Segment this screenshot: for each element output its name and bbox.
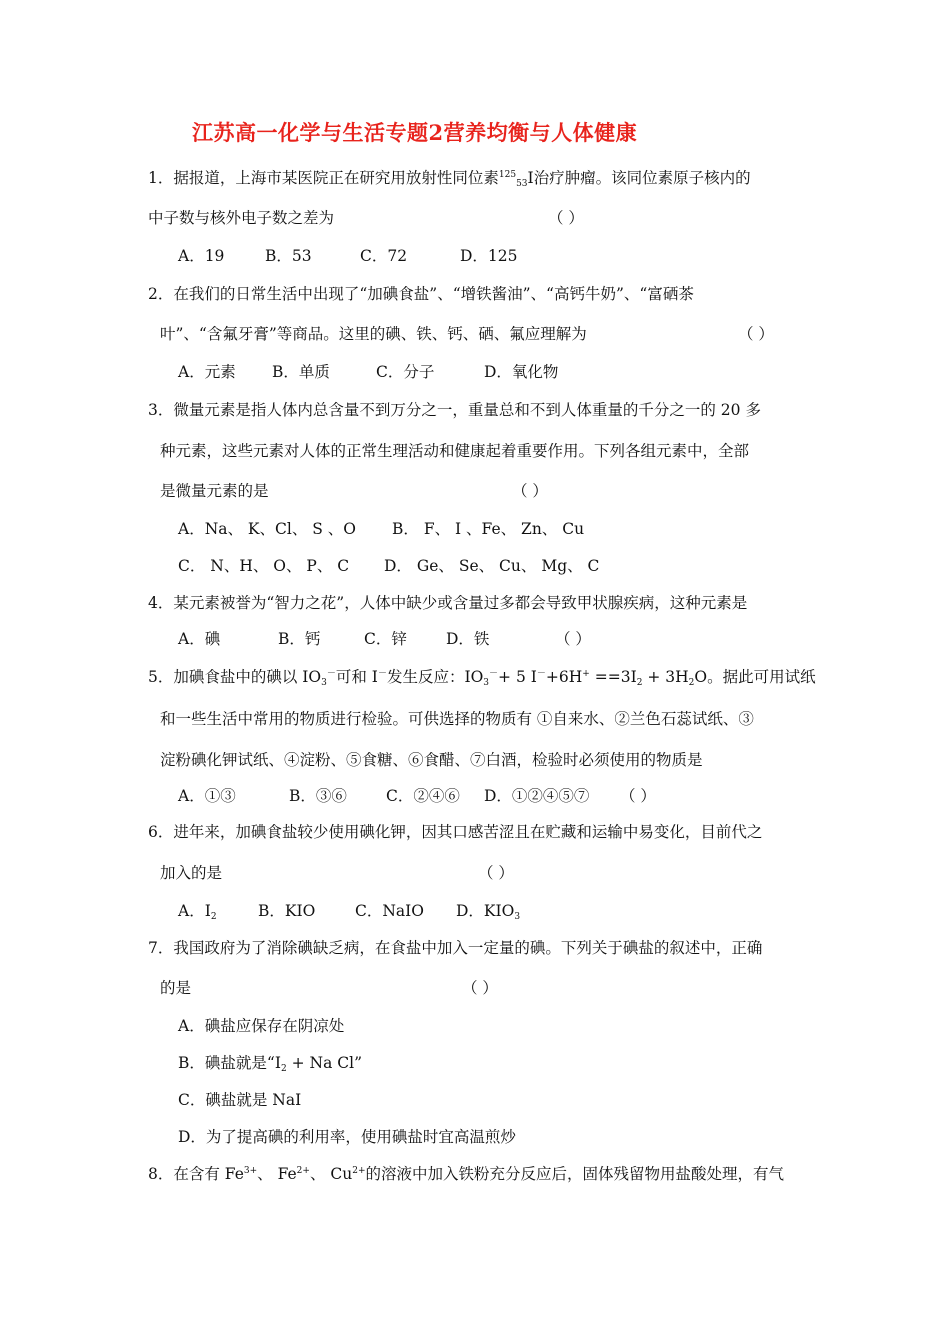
q4-option-d: D．铁 (446, 630, 490, 648)
q8-text-a: 8．在含有 Fe (148, 1165, 244, 1183)
q1-isotope-symbol: I (527, 169, 534, 187)
q2-answer-blank: （ ） (738, 325, 774, 343)
q5-option-a: A．①③ (178, 787, 236, 805)
q6-option-a-sub: 2 (210, 912, 217, 922)
question-6-line-2: 加入的是 (160, 864, 223, 882)
question-1-line-2: 中子数与核外电子数之差为 (148, 209, 335, 227)
q5-text-b: 可和 I (335, 668, 378, 686)
q7-option-c: C．碘盐就是 NaI (178, 1091, 302, 1109)
q1-text-a: 1．据报道，上海市某医院正在研究用放射性同位素 (148, 169, 499, 187)
q3-option-c: C． N、H、 O、 P、 C (178, 557, 350, 575)
q5-sub-2: 3 (483, 678, 490, 688)
q1-text-b: 治疗肿瘤。该同位素原子核内的 (533, 169, 751, 187)
q7-option-b-text-b: + Na Cl” (286, 1054, 363, 1072)
q5-text-c: 发生反应：IO (386, 668, 484, 686)
q5-sub-4: 2 (688, 678, 695, 688)
q6-option-a-text: A．I (178, 902, 211, 920)
q5-option-c: C．②④⑥ (386, 787, 460, 805)
q8-text-b: 、 Fe (257, 1165, 297, 1183)
question-6-line-1: 6．进年来，加碘食盐较少使用碘化钾，因其口感苦涩且在贮藏和运输中易变化，目前代之 (148, 823, 763, 841)
q6-answer-blank: （ ） (478, 864, 514, 882)
page-title: 江苏高一化学与生活专题2营养均衡与人体健康 (192, 120, 638, 145)
q5-sup-4: － (536, 669, 546, 679)
question-4-line-1: 4．某元素被誉为“智力之花”，人体中缺少或含量过多都会导致甲状腺疾病，这种元素是 (148, 594, 748, 612)
question-3-line-1: 3．微量元素是指人体内总含量不到万分之一，重量总和不到人体重量的千分之一的 20 多 (148, 401, 761, 419)
q1-answer-blank: （ ） (548, 209, 584, 227)
q8-text-c: 、 Cu (309, 1165, 353, 1183)
q5-option-b: B．③⑥ (289, 787, 347, 805)
q8-sup-3: 2+ (352, 1166, 366, 1176)
q3-answer-blank: （ ） (512, 482, 548, 500)
q1-isotope-mass: 125 (498, 170, 517, 180)
question-7-line-1: 7．我国政府为了消除碘缺乏病，在食盐中加入一定量的碘。下列关于碘盐的叙述中，正确 (148, 939, 763, 957)
q1-option-b: B．53 (265, 247, 312, 265)
q3-option-a: A．Na、 K、Cl、 S 、O (178, 520, 357, 538)
q3-option-d: D． Ge、 Se、 Cu、 Mg、 C (384, 557, 600, 575)
q4-option-a: A．碘 (178, 630, 221, 648)
q5-text-h: O。据此可用试纸 (694, 668, 816, 686)
question-5-line-2: 和一些生活中常用的物质进行检验。可供选择的物质有 ①自来水、②兰色石蕊试纸、③ (160, 710, 754, 728)
q7-answer-blank: （ ） (462, 979, 498, 997)
q6-option-d-text: D．KIO (456, 902, 515, 920)
q5-sub-1: 3 (321, 678, 327, 688)
q5-sup-5: + (582, 669, 590, 679)
q6-option-a (178, 901, 217, 921)
q8-sup-2: 2+ (296, 1166, 310, 1176)
q2-option-a: A．元素 (178, 363, 236, 381)
question-3-line-3: 是微量元素的是 (160, 482, 269, 500)
question-2-line-2: 叶”、“含氟牙膏”等商品。这里的碘、铁、钙、硒、氟应理解为 (160, 325, 587, 343)
q8-text-d: 的溶液中加入铁粉充分反应后，固体残留物用盐酸处理，有气 (365, 1165, 785, 1183)
question-2-line-1: 2．在我们的日常生活中出现了“加碘食盐”、“增铁酱油”、“高钙牛奶”、“富硒茶 (148, 285, 694, 303)
q6-option-d (456, 901, 520, 921)
q5-option-d: D．①②④⑤⑦ (484, 787, 590, 805)
question-3-line-2: 种元素，这些元素对人体的正常生理活动和健康起着重要作用。下列各组元素中，全部 (160, 442, 750, 460)
q5-text-e: +6H (545, 668, 583, 686)
q5-text-a: 5．加碘食盐中的碘以 IO (148, 668, 322, 686)
q6-option-c: C．NaIO (355, 902, 424, 920)
q8-sup-1: 3+ (243, 1166, 258, 1176)
question-8-line-1 (148, 1164, 784, 1184)
q1-option-c: C．72 (360, 247, 408, 265)
q6-option-d-sub: 3 (514, 912, 521, 922)
q5-text-f: ==3I (589, 668, 637, 686)
q3-option-b: B． F、 I 、Fe、 Zn、 Cu (392, 520, 585, 538)
q1-option-d: D．125 (460, 247, 518, 265)
question-5-line-3: 淀粉碘化钾试纸、④淀粉、⑤食糖、⑥食醋、⑦白酒，检验时必须使用的物质是 (160, 751, 703, 769)
question-5-line-1 (148, 667, 816, 687)
q5-sub-3: 2 (636, 678, 643, 688)
q5-text-d: + 5 I (498, 668, 537, 686)
q4-answer-blank: （ ） (555, 630, 591, 648)
question-1-line-1 (148, 168, 751, 188)
q4-option-b: B．钙 (278, 630, 321, 648)
question-7-line-2: 的是 (160, 979, 192, 997)
q7-option-a: A．碘盐应保存在阴凉处 (178, 1017, 345, 1035)
q1-isotope-number: 53 (516, 179, 528, 189)
q4-option-c: C．锌 (364, 630, 407, 648)
q5-answer-blank: （ ） (620, 787, 656, 805)
q5-sup-2: － (377, 669, 387, 679)
q2-option-b: B．单质 (272, 363, 330, 381)
q1-option-a: A．19 (178, 247, 225, 265)
q7-option-b (178, 1053, 362, 1073)
q7-option-d: D．为了提高碘的利用率，使用碘盐时宜高温煎炒 (178, 1128, 516, 1146)
q5-sup-3: － (489, 669, 499, 679)
q5-sup-1: － (326, 669, 336, 679)
q5-text-g: + 3H (642, 668, 689, 686)
q2-option-c: C．分子 (376, 363, 435, 381)
q6-option-b: B．KIO (258, 902, 316, 920)
q7-option-b-text-a: B．碘盐就是“I (178, 1054, 281, 1072)
q2-option-d: D．氧化物 (484, 363, 559, 381)
q7-option-b-sub: 2 (280, 1064, 287, 1074)
